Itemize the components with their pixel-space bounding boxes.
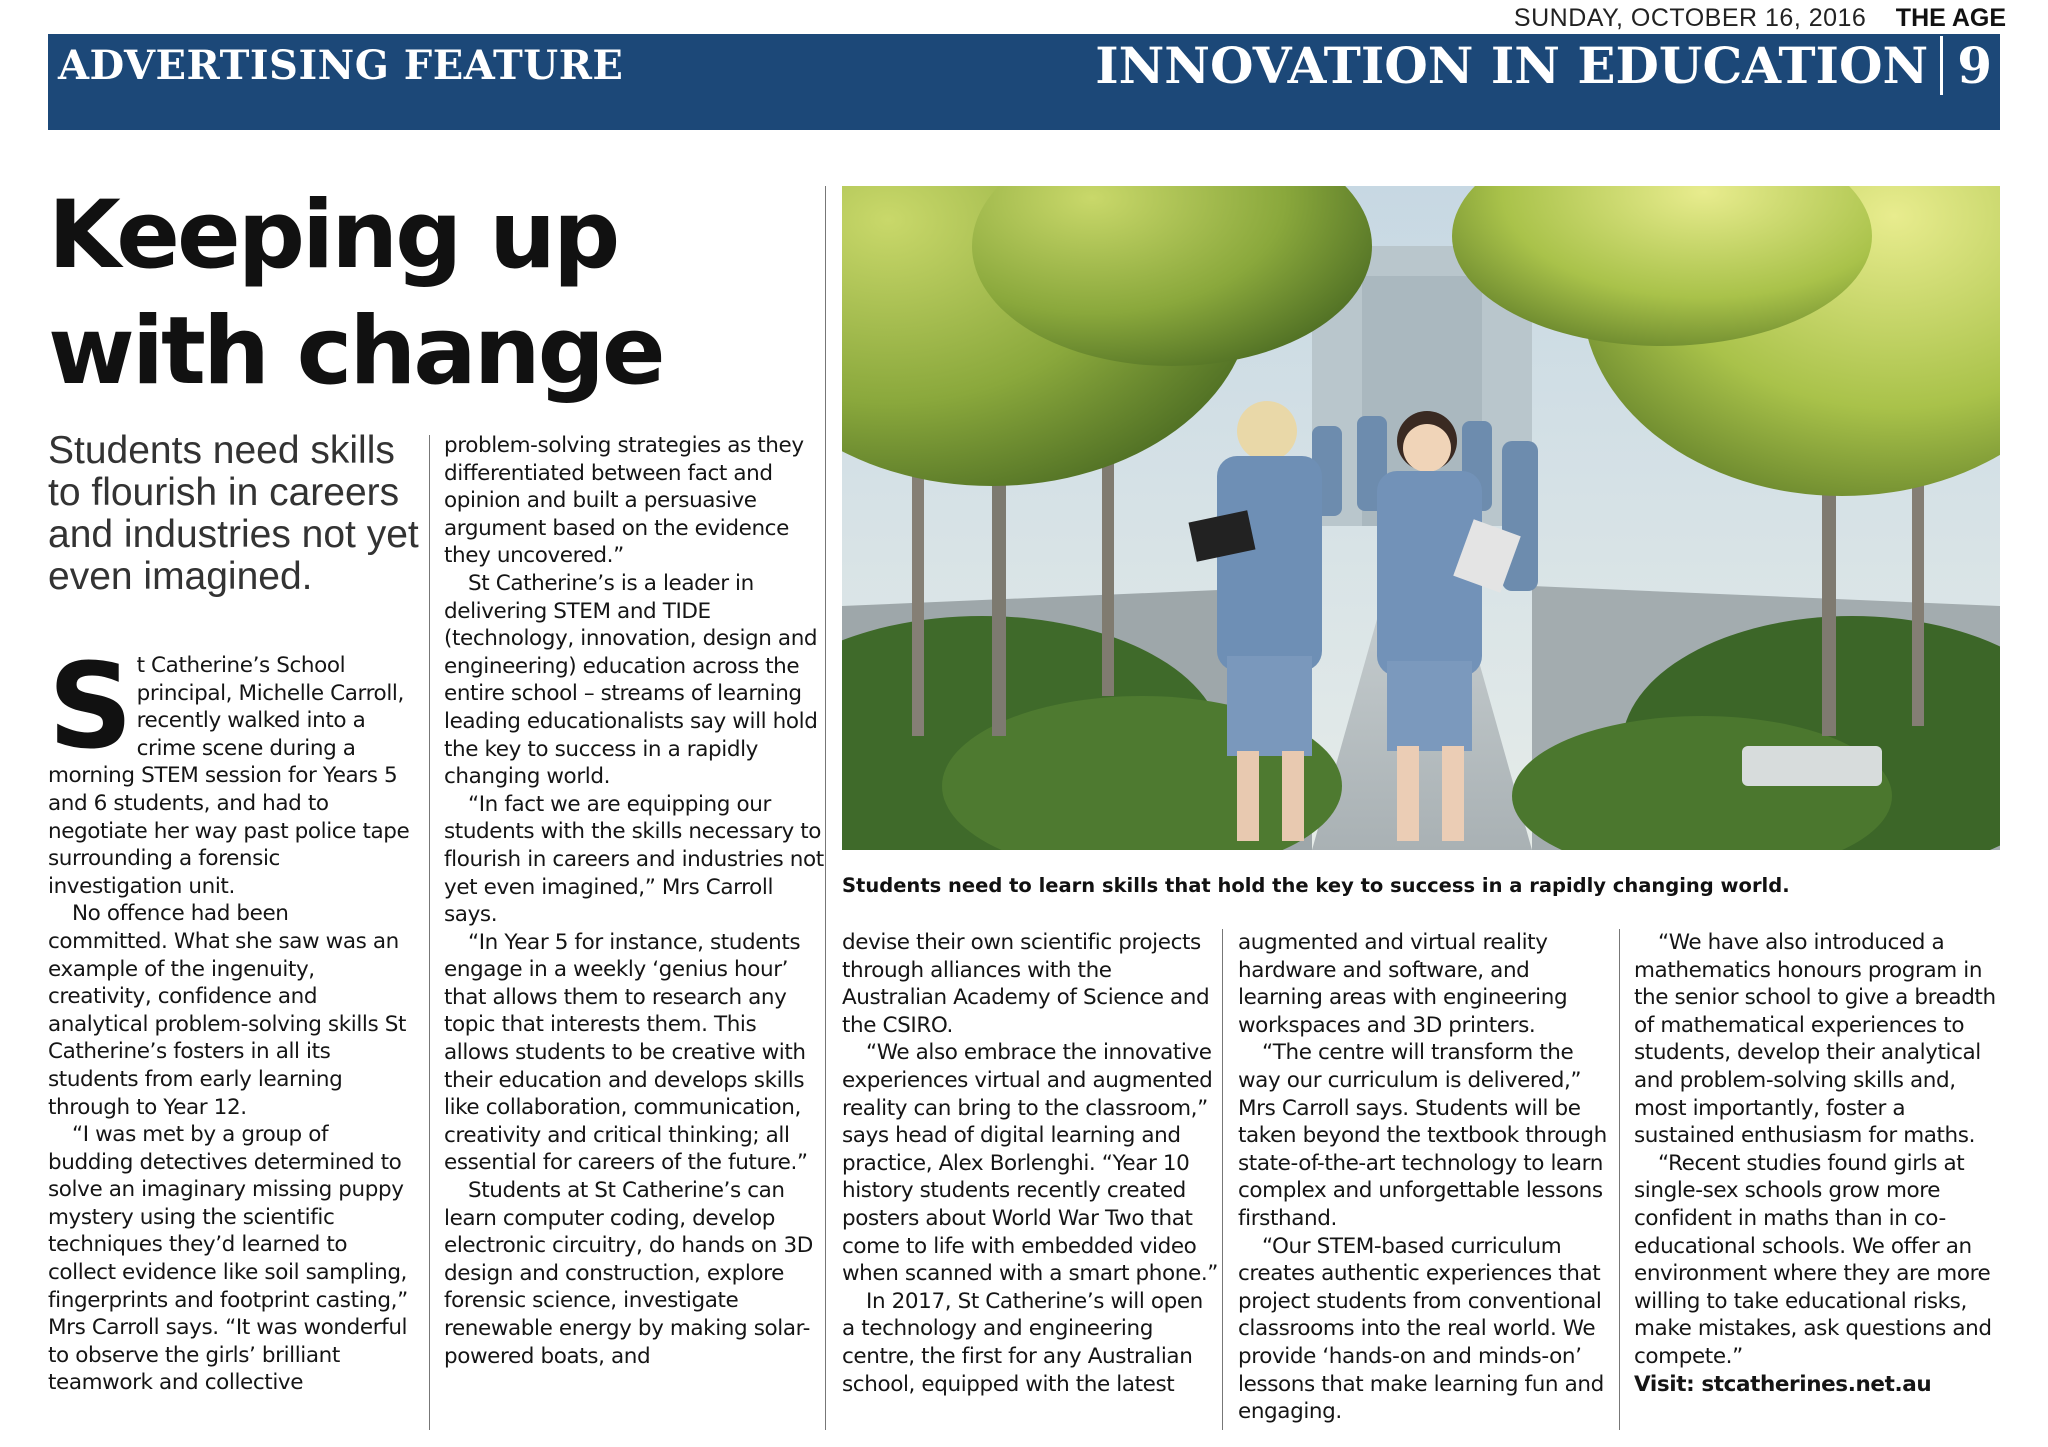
- article-paragraph: No offence had been committed. What she saw was an example of the ingenuity, creativity, confidence and analytical problem-solving skills St Catherine’s fosters in all its students from early learning through to Year 12.: [48, 901, 407, 1120]
- article-paragraph: problem-solving strategies as they differentiated between fact and opinion and built a persuasive argument based on the evidence they uncovered.”: [444, 433, 804, 569]
- article-paragraph: “In Year 5 for instance, students engage in a weekly ‘genius hour’ that allows them to research any topic that interests them. This allows students to be creative with their education and develops skills like collaboration, communication, creativity and critical thinking; all essential for careers of the future.”: [444, 929, 808, 1176]
- article-paragraph: “I was met by a group of budding detectives determined to solve an imaginary missing puppy mystery using the scientific techniques they’d learned to collect evidence like soil sampling, fingerprints and footprint casting,” Mrs Carroll says. “It was wonderful to observe the girls’ brilliant teamwork and collective: [48, 1122, 408, 1396]
- dateline: [1514, 4, 2006, 33]
- students-photo: [842, 186, 2000, 850]
- article-column-3: [842, 929, 1222, 1430]
- article-column-1: [48, 652, 412, 1430]
- article-paragraph: “Our STEM-based curriculum creates authentic experiences that project students from conventional classrooms into the real world. We provide ‘hands-on and minds-on’ lessons that make learning fun and engaging.: [1238, 1233, 1604, 1425]
- article-column-5: [1634, 929, 2004, 1430]
- article-column-2: [444, 432, 826, 1430]
- drop-cap: S: [48, 652, 133, 775]
- article-paragraph: “The centre will transform the way our curriculum is delivered,” Mrs Carroll says. Students will be taken beyond the textbook through state-of-the-art technology to learn complex and unforgettable lessons firsthand.: [1238, 1040, 1607, 1231]
- article-paragraph: St Catherine’s is a leader in delivering STEM and TIDE (technology, innovation, design and engineering) education across the entire school – streams of learning leading educationalists say will hold the key to success in a rapidly changing world.: [444, 570, 818, 790]
- article-paragraph: augmented and virtual reality hardware and software, and learning areas with engineering workspaces and 3D printers.: [1238, 930, 1568, 1038]
- article-paragraph: Students at St Catherine’s can learn computer coding, develop electronic circuitry, do hands on 3D design and construction, explore forensic science, investigate renewable energy by making solar-powered boats, and: [444, 1178, 813, 1369]
- standfirst: Students need skills to flourish in careers and industries not yet even imagined.: [48, 429, 419, 598]
- section-banner: [48, 34, 2000, 130]
- column-divider: [1619, 929, 1620, 1430]
- column-divider: [1222, 929, 1223, 1430]
- article-paragraph: “We have also introduced a mathematics honours program in the senior school to give a breadth of mathematical experiences to students, develop their analytical and problem-solving skills and, most importantly, foster a sustained enthusiasm for maths.: [1634, 930, 1996, 1149]
- article-paragraph: St Catherine’s School principal, Michelle Carroll, recently walked into a crime scene during a morning STEM session for Years 5 and 6 students, and had to negotiate her way past police tape surrounding a forensic investigation unit.: [48, 652, 410, 899]
- issue-date: SUNDAY, OCTOBER 16, 2016: [1513, 4, 1867, 32]
- section-title-text: INNOVATION IN EDUCATION: [1095, 36, 1929, 95]
- headline-line-2: with change: [48, 297, 663, 406]
- column-divider: [429, 435, 430, 1430]
- article-paragraph: devise their own scientific projects through alliances with the Australian Academy of Science and the CSIRO.: [842, 930, 1210, 1038]
- article-column-4: [1238, 929, 1618, 1430]
- article-paragraph: “In fact we are equipping our students with the skills necessary to flourish in careers and industries not yet even imagined,” Mrs Carroll says.: [444, 791, 824, 928]
- masthead: THE AGE: [1895, 4, 2006, 32]
- article-paragraph: In 2017, St Catherine’s will open a technology and engineering centre, the first for any Australian school, equipped with the latest: [842, 1288, 1203, 1397]
- visit-website-link[interactable]: Visit: stcatherines.net.au: [1634, 1371, 1932, 1397]
- section-title: [1095, 36, 1992, 95]
- article-paragraph: “We also embrace the innovative experiences virtual and augmented reality can bring to the classroom,” says head of digital learning and practice, Alex Borlenghi. “Year 10 history students recently created posters about World War Two that come to life with embedded video when scanned with a smart phone.”: [842, 1040, 1218, 1287]
- headline-line-1: Keeping up: [48, 181, 618, 290]
- article-paragraph: “Recent studies found girls at single-sex schools grow more confident in maths than in co-educational schools. We offer an environment where they are more willing to take educational risks, make mistakes, ask questions and compete.”: [1634, 1150, 1992, 1369]
- column-divider: [825, 186, 826, 1430]
- advertising-feature-label: ADVERTISING FEATURE: [58, 42, 624, 89]
- photo-caption: Students need to learn skills that hold the key to success in a rapidly changing world.: [842, 874, 1790, 897]
- page-number: 9: [1940, 36, 1992, 95]
- headline: [48, 178, 663, 410]
